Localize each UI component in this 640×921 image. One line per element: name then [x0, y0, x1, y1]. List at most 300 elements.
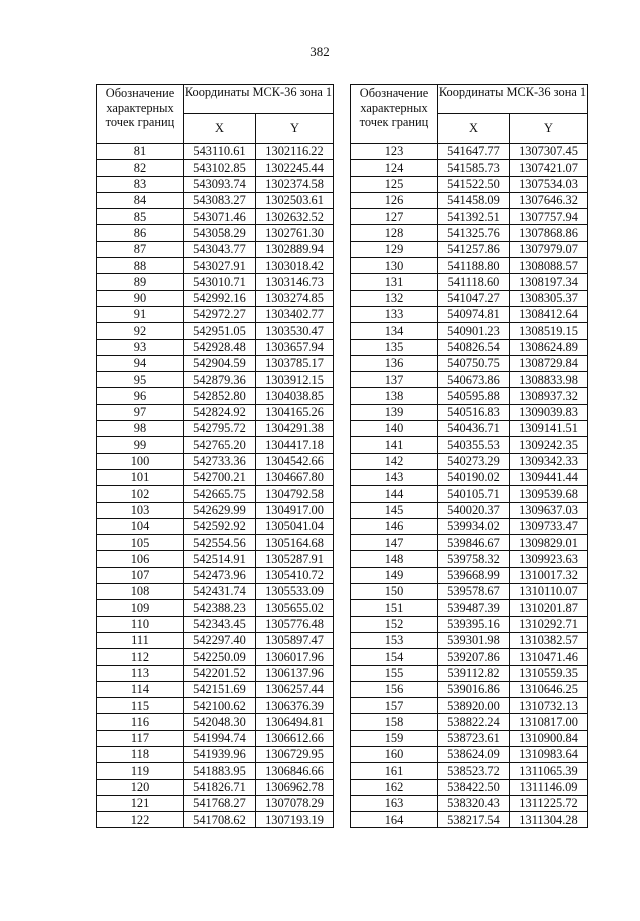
table-row: [97, 584, 334, 600]
point-number-cell: 155: [351, 665, 438, 681]
point-number-cell: 143: [351, 469, 438, 485]
point-number-cell: 126: [351, 192, 438, 208]
x-coordinate-cell: 540436.71: [438, 421, 510, 437]
y-coordinate-cell: 1307646.32: [510, 192, 588, 208]
x-coordinate-cell: 543110.61: [184, 144, 256, 160]
x-coordinate-cell: 540273.29: [438, 453, 510, 469]
y-coordinate-cell: 1304667.80: [256, 469, 334, 485]
table-row: [351, 421, 588, 437]
y-coordinate-cell: 1309141.51: [510, 421, 588, 437]
x-coordinate-cell: 541522.50: [438, 176, 510, 192]
point-number-cell: 92: [97, 323, 184, 339]
point-number-cell: 154: [351, 649, 438, 665]
table-row: [97, 681, 334, 697]
table-row: [97, 160, 334, 176]
x-coordinate-cell: 543093.74: [184, 176, 256, 192]
point-number-cell: 128: [351, 225, 438, 241]
table-row: [351, 535, 588, 551]
table-row: [351, 160, 588, 176]
table-row: [97, 535, 334, 551]
point-number-cell: 100: [97, 453, 184, 469]
point-number-cell: 82: [97, 160, 184, 176]
table-row: [97, 763, 334, 779]
table-row: [97, 241, 334, 257]
x-coordinate-cell: 540020.37: [438, 502, 510, 518]
y-coordinate-cell: 1307078.29: [256, 795, 334, 811]
y-coordinate-cell: 1304792.58: [256, 486, 334, 502]
table-row: [351, 779, 588, 795]
y-coordinate-cell: 1307421.07: [510, 160, 588, 176]
table-row: [97, 567, 334, 583]
table-row: [351, 681, 588, 697]
point-number-cell: 99: [97, 437, 184, 453]
x-coordinate-cell: 542473.96: [184, 567, 256, 583]
y-coordinate-cell: 1303146.73: [256, 274, 334, 290]
table-row: [351, 290, 588, 306]
point-number-cell: 103: [97, 502, 184, 518]
x-coordinate-cell: 543058.29: [184, 225, 256, 241]
x-coordinate-cell: 540516.83: [438, 404, 510, 420]
table-row: [97, 502, 334, 518]
y-coordinate-cell: 1305164.68: [256, 535, 334, 551]
point-number-cell: 105: [97, 535, 184, 551]
point-number-cell: 118: [97, 746, 184, 762]
point-number-cell: 95: [97, 372, 184, 388]
x-coordinate-cell: 542972.27: [184, 306, 256, 322]
table-row: [351, 306, 588, 322]
point-number-cell: 108: [97, 584, 184, 600]
x-coordinate-cell: 540673.86: [438, 372, 510, 388]
point-number-cell: 144: [351, 486, 438, 502]
y-coordinate-cell: 1307307.45: [510, 144, 588, 160]
x-coordinate-cell: 538422.50: [438, 779, 510, 795]
table-row: [351, 388, 588, 404]
x-coordinate-cell: 539016.86: [438, 681, 510, 697]
point-number-cell: 135: [351, 339, 438, 355]
point-number-cell: 88: [97, 258, 184, 274]
x-coordinate-cell: 542514.91: [184, 551, 256, 567]
point-number-cell: 101: [97, 469, 184, 485]
table-row: [351, 600, 588, 616]
point-number-cell: 140: [351, 421, 438, 437]
y-coordinate-cell: 1307757.94: [510, 209, 588, 225]
point-number-cell: 90: [97, 290, 184, 306]
y-coordinate-cell: 1310646.25: [510, 681, 588, 697]
x-coordinate-cell: 542048.30: [184, 714, 256, 730]
coordinates-table: [350, 84, 588, 828]
point-number-cell: 97: [97, 404, 184, 420]
table-row: [97, 192, 334, 208]
point-number-cell: 98: [97, 421, 184, 437]
table-body: [97, 144, 334, 828]
x-coordinate-cell: 542431.74: [184, 584, 256, 600]
y-coordinate-cell: 1311146.09: [510, 779, 588, 795]
y-coordinate-cell: 1302116.22: [256, 144, 334, 160]
x-coordinate-cell: 543083.27: [184, 192, 256, 208]
y-coordinate-cell: 1310900.84: [510, 730, 588, 746]
point-number-cell: 152: [351, 616, 438, 632]
y-coordinate-cell: 1304165.26: [256, 404, 334, 420]
y-coordinate-cell: 1308412.64: [510, 306, 588, 322]
x-coordinate-cell: 539301.98: [438, 632, 510, 648]
x-coordinate-cell: 541257.86: [438, 241, 510, 257]
point-number-cell: 114: [97, 681, 184, 697]
point-number-cell: 96: [97, 388, 184, 404]
table-row: [97, 600, 334, 616]
y-coordinate-cell: 1303274.85: [256, 290, 334, 306]
table-row: [351, 372, 588, 388]
x-coordinate-cell: 541994.74: [184, 730, 256, 746]
y-coordinate-cell: 1309441.44: [510, 469, 588, 485]
table-row: [351, 698, 588, 714]
point-number-cell: 109: [97, 600, 184, 616]
point-number-cell: 91: [97, 306, 184, 322]
table-row: [97, 486, 334, 502]
x-coordinate-cell: 540355.53: [438, 437, 510, 453]
y-coordinate-cell: 1305410.72: [256, 567, 334, 583]
table-row: [97, 746, 334, 762]
y-coordinate-cell: 1306376.39: [256, 698, 334, 714]
x-coordinate-cell: 542795.72: [184, 421, 256, 437]
x-coordinate-cell: 542879.36: [184, 372, 256, 388]
x-coordinate-cell: 539487.39: [438, 600, 510, 616]
x-coordinate-cell: 542928.48: [184, 339, 256, 355]
y-coordinate-cell: 1308833.98: [510, 372, 588, 388]
table-row: [97, 404, 334, 420]
x-coordinate-cell: 543102.85: [184, 160, 256, 176]
table-row: [351, 518, 588, 534]
table-row: [351, 730, 588, 746]
y-coordinate-cell: 1302503.61: [256, 192, 334, 208]
point-number-cell: 112: [97, 649, 184, 665]
table-row: [351, 665, 588, 681]
y-coordinate-cell: 1310110.07: [510, 584, 588, 600]
table-row: [97, 209, 334, 225]
table-row: [351, 241, 588, 257]
x-coordinate-cell: 543071.46: [184, 209, 256, 225]
point-number-cell: 116: [97, 714, 184, 730]
y-coordinate-cell: 1308624.89: [510, 339, 588, 355]
y-coordinate-cell: 1307534.03: [510, 176, 588, 192]
y-coordinate-cell: 1307979.07: [510, 241, 588, 257]
table-row: [97, 225, 334, 241]
point-number-cell: 115: [97, 698, 184, 714]
point-number-cell: 89: [97, 274, 184, 290]
y-coordinate-cell: 1306017.96: [256, 649, 334, 665]
table-row: [97, 290, 334, 306]
y-coordinate-cell: 1302374.58: [256, 176, 334, 192]
point-number-cell: 138: [351, 388, 438, 404]
header-coordinates: Координаты МСК-36 зона 1: [184, 85, 334, 114]
header-point-label: Обозначение характерных точек границ: [97, 85, 184, 144]
point-number-cell: 104: [97, 518, 184, 534]
x-coordinate-cell: 541939.96: [184, 746, 256, 762]
x-coordinate-cell: 538217.54: [438, 812, 510, 828]
x-coordinate-cell: 541826.71: [184, 779, 256, 795]
y-coordinate-cell: 1303018.42: [256, 258, 334, 274]
x-coordinate-cell: 543027.91: [184, 258, 256, 274]
y-coordinate-cell: 1308305.37: [510, 290, 588, 306]
x-coordinate-cell: 543043.77: [184, 241, 256, 257]
point-number-cell: 151: [351, 600, 438, 616]
x-coordinate-cell: 539207.86: [438, 649, 510, 665]
table-row: [351, 649, 588, 665]
x-coordinate-cell: 542765.20: [184, 437, 256, 453]
x-coordinate-cell: 539578.67: [438, 584, 510, 600]
x-coordinate-cell: 542665.75: [184, 486, 256, 502]
y-coordinate-cell: 1310382.57: [510, 632, 588, 648]
table-row: [351, 812, 588, 828]
point-number-cell: 127: [351, 209, 438, 225]
x-coordinate-cell: 543010.71: [184, 274, 256, 290]
table-row: [97, 437, 334, 453]
table-row: [97, 698, 334, 714]
header-x: X: [438, 114, 510, 144]
table-row: [351, 176, 588, 192]
point-number-cell: 131: [351, 274, 438, 290]
point-number-cell: 124: [351, 160, 438, 176]
table-row: [97, 306, 334, 322]
x-coordinate-cell: 538320.43: [438, 795, 510, 811]
y-coordinate-cell: 1308197.34: [510, 274, 588, 290]
point-number-cell: 142: [351, 453, 438, 469]
y-coordinate-cell: 1310817.00: [510, 714, 588, 730]
y-coordinate-cell: 1309923.63: [510, 551, 588, 567]
point-number-cell: 122: [97, 812, 184, 828]
y-coordinate-cell: 1310292.71: [510, 616, 588, 632]
y-coordinate-cell: 1310732.13: [510, 698, 588, 714]
x-coordinate-cell: 538920.00: [438, 698, 510, 714]
table-row: [97, 144, 334, 160]
y-coordinate-cell: 1309242.35: [510, 437, 588, 453]
table-row: [97, 616, 334, 632]
x-coordinate-cell: 538624.09: [438, 746, 510, 762]
table-row: [97, 632, 334, 648]
y-coordinate-cell: 1308088.57: [510, 258, 588, 274]
point-number-cell: 123: [351, 144, 438, 160]
y-coordinate-cell: 1306729.95: [256, 746, 334, 762]
table-row: [97, 274, 334, 290]
point-number-cell: 159: [351, 730, 438, 746]
table-row: [351, 616, 588, 632]
point-number-cell: 85: [97, 209, 184, 225]
point-number-cell: 133: [351, 306, 438, 322]
table-row: [351, 714, 588, 730]
y-coordinate-cell: 1305533.09: [256, 584, 334, 600]
x-coordinate-cell: 540974.81: [438, 306, 510, 322]
y-coordinate-cell: 1311304.28: [510, 812, 588, 828]
x-coordinate-cell: 541883.95: [184, 763, 256, 779]
x-coordinate-cell: 542250.09: [184, 649, 256, 665]
y-coordinate-cell: 1310983.64: [510, 746, 588, 762]
point-number-cell: 86: [97, 225, 184, 241]
table-row: [97, 372, 334, 388]
point-number-cell: 111: [97, 632, 184, 648]
table-row: [97, 795, 334, 811]
point-number-cell: 164: [351, 812, 438, 828]
point-number-cell: 130: [351, 258, 438, 274]
table-row: [351, 437, 588, 453]
y-coordinate-cell: 1309829.01: [510, 535, 588, 551]
point-number-cell: 125: [351, 176, 438, 192]
point-number-cell: 87: [97, 241, 184, 257]
x-coordinate-cell: 542388.23: [184, 600, 256, 616]
table-row: [97, 469, 334, 485]
table-row: [351, 192, 588, 208]
y-coordinate-cell: 1302761.30: [256, 225, 334, 241]
point-number-cell: 145: [351, 502, 438, 518]
point-number-cell: 137: [351, 372, 438, 388]
table-row: [351, 404, 588, 420]
point-number-cell: 147: [351, 535, 438, 551]
y-coordinate-cell: 1305287.91: [256, 551, 334, 567]
y-coordinate-cell: 1302889.94: [256, 241, 334, 257]
point-number-cell: 141: [351, 437, 438, 453]
x-coordinate-cell: 542700.21: [184, 469, 256, 485]
point-number-cell: 157: [351, 698, 438, 714]
point-number-cell: 93: [97, 339, 184, 355]
y-coordinate-cell: 1307868.86: [510, 225, 588, 241]
x-coordinate-cell: 540190.02: [438, 469, 510, 485]
table-row: [97, 551, 334, 567]
y-coordinate-cell: 1311065.39: [510, 763, 588, 779]
y-coordinate-cell: 1304291.38: [256, 421, 334, 437]
point-number-cell: 136: [351, 355, 438, 371]
point-number-cell: 148: [351, 551, 438, 567]
point-number-cell: 120: [97, 779, 184, 795]
y-coordinate-cell: 1309733.47: [510, 518, 588, 534]
point-number-cell: 160: [351, 746, 438, 762]
point-number-cell: 146: [351, 518, 438, 534]
x-coordinate-cell: 540750.75: [438, 355, 510, 371]
y-coordinate-cell: 1307193.19: [256, 812, 334, 828]
table-row: [351, 209, 588, 225]
y-coordinate-cell: 1310017.32: [510, 567, 588, 583]
y-coordinate-cell: 1306494.81: [256, 714, 334, 730]
table-row: [351, 795, 588, 811]
x-coordinate-cell: 539758.32: [438, 551, 510, 567]
x-coordinate-cell: 541585.73: [438, 160, 510, 176]
table-row: [97, 665, 334, 681]
table-row: [351, 469, 588, 485]
page-number: 382: [310, 44, 330, 59]
table-row: [97, 779, 334, 795]
x-coordinate-cell: 542852.80: [184, 388, 256, 404]
point-number-cell: 107: [97, 567, 184, 583]
x-coordinate-cell: 539395.16: [438, 616, 510, 632]
point-number-cell: 83: [97, 176, 184, 192]
x-coordinate-cell: 538723.61: [438, 730, 510, 746]
x-coordinate-cell: 542992.16: [184, 290, 256, 306]
x-coordinate-cell: 541768.27: [184, 795, 256, 811]
point-number-cell: 153: [351, 632, 438, 648]
x-coordinate-cell: 539934.02: [438, 518, 510, 534]
point-number-cell: 139: [351, 404, 438, 420]
x-coordinate-cell: 542824.92: [184, 404, 256, 420]
table-row: [351, 225, 588, 241]
x-coordinate-cell: 542297.40: [184, 632, 256, 648]
point-number-cell: 84: [97, 192, 184, 208]
y-coordinate-cell: 1309637.03: [510, 502, 588, 518]
y-coordinate-cell: 1302632.52: [256, 209, 334, 225]
point-number-cell: 81: [97, 144, 184, 160]
table-row: [351, 144, 588, 160]
coordinates-table: [96, 84, 334, 828]
table-row: [351, 746, 588, 762]
x-coordinate-cell: 540901.23: [438, 323, 510, 339]
point-number-cell: 119: [97, 763, 184, 779]
header-y: Y: [256, 114, 334, 144]
table-row: [97, 388, 334, 404]
y-coordinate-cell: 1305041.04: [256, 518, 334, 534]
table-body: [351, 144, 588, 828]
table-row: [351, 339, 588, 355]
y-coordinate-cell: 1303657.94: [256, 339, 334, 355]
table-row: [351, 551, 588, 567]
header-point-label: Обозначение характерных точек границ: [351, 85, 438, 144]
point-number-cell: 121: [97, 795, 184, 811]
point-number-cell: 132: [351, 290, 438, 306]
y-coordinate-cell: 1308729.84: [510, 355, 588, 371]
y-coordinate-cell: 1305776.48: [256, 616, 334, 632]
y-coordinate-cell: 1308519.15: [510, 323, 588, 339]
point-number-cell: 162: [351, 779, 438, 795]
table-row: [97, 355, 334, 371]
table-row: [97, 812, 334, 828]
y-coordinate-cell: 1305897.47: [256, 632, 334, 648]
y-coordinate-cell: 1303785.17: [256, 355, 334, 371]
y-coordinate-cell: 1310559.35: [510, 665, 588, 681]
x-coordinate-cell: 541118.60: [438, 274, 510, 290]
table-row: [97, 176, 334, 192]
point-number-cell: 150: [351, 584, 438, 600]
y-coordinate-cell: 1302245.44: [256, 160, 334, 176]
x-coordinate-cell: 542554.56: [184, 535, 256, 551]
y-coordinate-cell: 1310471.46: [510, 649, 588, 665]
y-coordinate-cell: 1305655.02: [256, 600, 334, 616]
x-coordinate-cell: 541647.77: [438, 144, 510, 160]
x-coordinate-cell: 542100.62: [184, 698, 256, 714]
y-coordinate-cell: 1309342.33: [510, 453, 588, 469]
y-coordinate-cell: 1303912.15: [256, 372, 334, 388]
table-row: [97, 518, 334, 534]
y-coordinate-cell: 1306612.66: [256, 730, 334, 746]
x-coordinate-cell: 541458.09: [438, 192, 510, 208]
table-row: [351, 274, 588, 290]
table-row: [97, 730, 334, 746]
table-row: [97, 323, 334, 339]
y-coordinate-cell: 1311225.72: [510, 795, 588, 811]
x-coordinate-cell: 538523.72: [438, 763, 510, 779]
x-coordinate-cell: 542343.45: [184, 616, 256, 632]
table-row: [351, 486, 588, 502]
table-row: [351, 584, 588, 600]
y-coordinate-cell: 1304542.66: [256, 453, 334, 469]
y-coordinate-cell: 1308937.32: [510, 388, 588, 404]
y-coordinate-cell: 1303530.47: [256, 323, 334, 339]
table-row: [97, 339, 334, 355]
table-row: [351, 567, 588, 583]
x-coordinate-cell: 542733.36: [184, 453, 256, 469]
x-coordinate-cell: 539112.82: [438, 665, 510, 681]
point-number-cell: 163: [351, 795, 438, 811]
x-coordinate-cell: 540105.71: [438, 486, 510, 502]
coordinates-table-right: [350, 84, 588, 828]
x-coordinate-cell: 541047.27: [438, 290, 510, 306]
table-row: [97, 649, 334, 665]
table-row: [97, 421, 334, 437]
x-coordinate-cell: 539846.67: [438, 535, 510, 551]
